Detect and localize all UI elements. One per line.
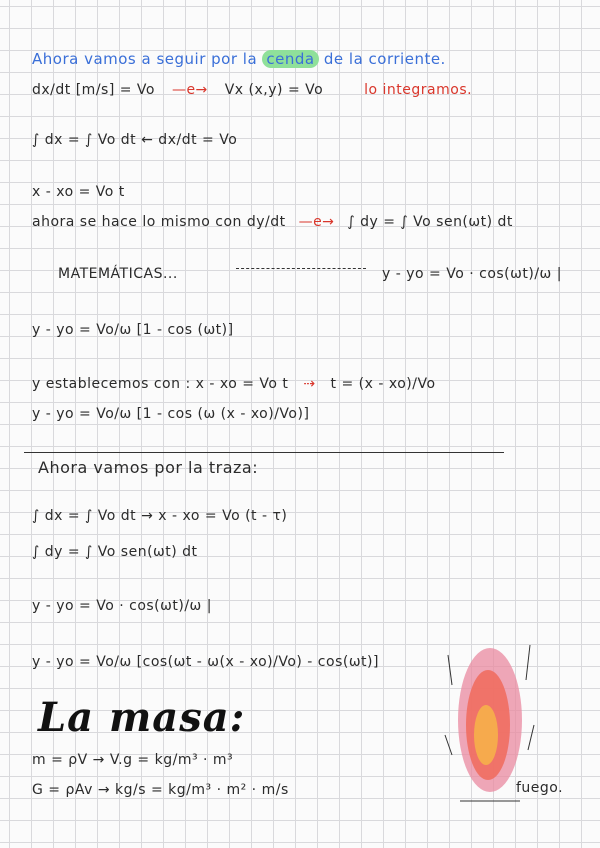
traza-heading: Ahora vamos por la traza:	[38, 458, 259, 477]
flow-eq: G = ρAv → kg/s = kg/m³ · m² · m/s	[32, 782, 289, 798]
traza-y-solution: y - yo = Vo/ω [cos(ωt - ω(x - xo)/Vo) - cos(ωt)]	[32, 654, 379, 670]
note-line-3	[32, 132, 237, 148]
note-line-1-end: de la corriente.	[323, 50, 446, 68]
note-line-9	[32, 406, 309, 422]
mass-eq: m = ρV → V.g = kg/m³ · m³	[32, 752, 234, 768]
y-trajectory: y - yo = Vo/ω [1 - cos (ω (x - xo)/Vo)]	[32, 406, 310, 422]
vx-eq: Vx (x,y) = Vo	[224, 82, 324, 98]
traza-y-integral: ∫ dy = ∫ Vo sen(ωt) dt	[32, 544, 198, 560]
y-solution: y - yo = Vo/ω [1 - cos (ωt)]	[32, 322, 234, 338]
traza-x-eq: ∫ dx = ∫ Vo dt → x - xo = Vo (t - τ)	[32, 508, 288, 524]
t-solution: t = (x - xo)/Vo	[330, 376, 436, 392]
note-line-14	[32, 654, 379, 670]
note-line-1-text: Ahora vamos a seguir por la	[32, 50, 258, 68]
section-title: La masa:	[38, 694, 246, 741]
note-line-10	[38, 458, 258, 477]
note-line-4	[32, 184, 125, 200]
note-line-5	[32, 214, 513, 230]
dashed-arrow: ⇢	[303, 376, 316, 392]
red-note: lo integramos.	[364, 82, 473, 98]
y-intro: ahora se hace lo mismo con dy/dt	[32, 214, 286, 230]
note-line-8	[32, 376, 436, 392]
integral-y-eq: ∫ dy = ∫ Vo sen(ωt) dt	[347, 214, 513, 230]
velocity-eq: dx/dt [m/s] = Vo	[32, 82, 155, 98]
note-line-6-right	[382, 266, 562, 282]
fire-drawing	[440, 625, 540, 805]
dashed-arrow-line	[236, 268, 366, 269]
implies-arrow: —e→	[171, 82, 208, 98]
fire-inner	[474, 705, 498, 765]
note-line-1	[32, 50, 446, 68]
implies-arrow-2: —e→	[298, 214, 335, 230]
note-line-16	[32, 782, 289, 798]
note-line-7	[32, 322, 234, 338]
matematicas-label: MATEMÁTICAS...	[58, 266, 178, 282]
fire-label: fuego.	[516, 780, 564, 796]
y-cos-eq: y - yo = Vo · cos(ωt)/ω |	[382, 266, 562, 282]
substitution-line: y establecemos con : x - xo = Vo t	[32, 376, 289, 392]
note-line-2	[32, 82, 472, 98]
x-solution: x - xo = Vo t	[32, 184, 125, 200]
note-line-12	[32, 544, 198, 560]
separator-line	[24, 452, 504, 453]
highlighted-word: cenda	[262, 50, 318, 68]
traza-y-cos: y - yo = Vo · cos(ωt)/ω |	[32, 598, 212, 614]
integral-x-eq: ∫ dx = ∫ Vo dt ← dx/dt = Vo	[32, 132, 238, 148]
note-line-15	[32, 752, 233, 768]
note-line-11	[32, 508, 287, 524]
note-line-6	[58, 266, 178, 282]
note-line-13	[32, 598, 212, 614]
